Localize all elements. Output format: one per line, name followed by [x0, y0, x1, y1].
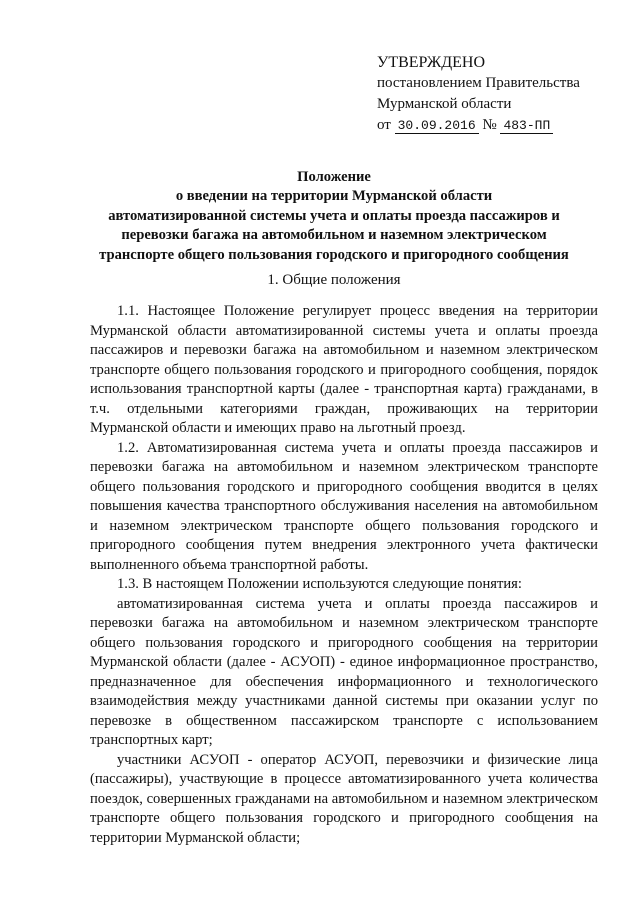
- document-body: [90, 302, 598, 848]
- paragraph-1-3: 1.3. В настоящем Положении используются следующие понятия:: [117, 576, 522, 592]
- definition-participants: участники АСУОП - оператор АСУОП, перевозчики и физические лица (пассажиры), участвующие в процессе автоматизированного учета количества поездок, совершенных гражданами на автомобильном и наземном электрическом транспорте общего пользования городского и пригородного сообщения на территории Мурманской области;: [90, 751, 598, 846]
- paragraph-1-1: 1.1. Настоящее Положение регулирует процесс введения на территории Мурманской области автоматизированной системы учета и оплаты проезда пассажиров и перевозки багажа на автомобильном и наземном электрическом транспорте общего пользования городского и пригородного сообщения, порядок использования транспортной карты (далее - транспортная карта) гражданами, в т.ч. отдельными категориями граждан, проживающих на территории Мурманской области и имеющих право на льготный проезд.: [90, 303, 598, 436]
- number-prefix: №: [482, 117, 497, 133]
- definition-asuop: автоматизированная система учета и оплаты проезда пассажиров и перевозки багажа на автомобильном и наземном электрическом транспорте общего пользования городского и пригородного сообщения на территории Мурманской области (далее - АСУОП) - единое информационное пространство, предназначенное для обеспечения информационного и технологического взаимодействия между участниками данной системы при оказании услуг по перевозке в общественном пассажирском транспорте с использованием транспортных карт;: [90, 595, 598, 748]
- approval-date: 30.09.2016: [395, 118, 479, 134]
- section-heading: 1. Общие положения: [267, 272, 401, 288]
- approval-date-line: [377, 115, 580, 136]
- title-line-2: о введении на территории Мурманской области: [175, 188, 493, 205]
- approval-line-2: Мурманской области: [377, 96, 512, 112]
- title-line-1: Положение: [297, 169, 371, 185]
- title-line-3: автоматизированной системы учета и оплаты проезда пассажиров и: [108, 207, 560, 224]
- approval-line-1: постановлением Правительства: [377, 75, 580, 91]
- paragraph-1-2: 1.2. Автоматизированная система учета и оплаты проезда пассажиров и перевозки багажа на автомобильном и наземном электрическом транспорте общего пользования городского и пригородного сообщения вводится в целях повышения качества транспортного обслуживания населения на автомобильном и наземном электрическом транспорте общего пользования городского и пригородного сообщения путем внедрения электронного учета фактически выполненного объема транспортной работы.: [90, 439, 598, 573]
- title-line-5: транспорте общего пользования городского и пригородного сообщения: [99, 246, 569, 263]
- approval-block: [377, 52, 580, 136]
- approval-heading: УТВЕРЖДЕНО: [377, 54, 486, 71]
- document-title: [70, 168, 598, 265]
- approval-number: 483-ПП: [500, 118, 553, 134]
- title-line-4: перевозки багажа на автомобильном и наземном электрическом: [121, 227, 547, 244]
- date-prefix: от: [377, 117, 391, 133]
